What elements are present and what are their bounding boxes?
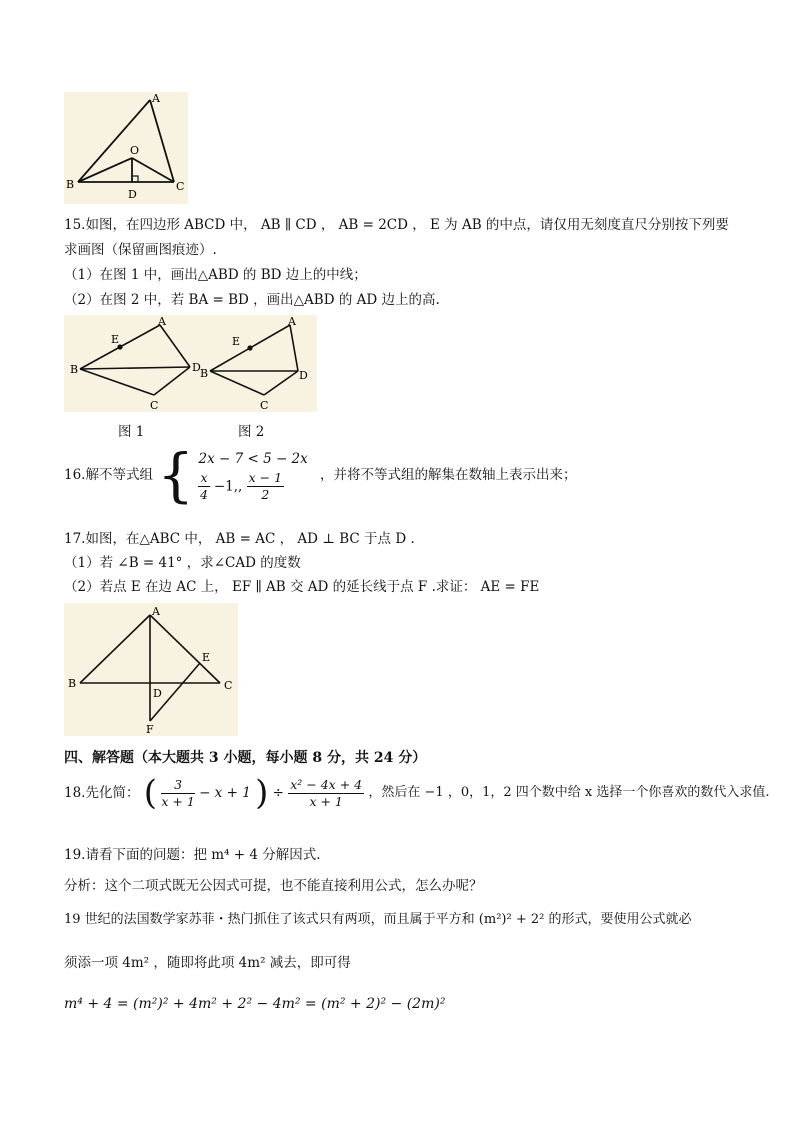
q19-paragraph-line-1: 19 世纪的法国数学家苏菲・热门抓住了该式只有两项，而且属于平方和 (m²)² + 2² 的形式，要使用公式就必: [64, 912, 692, 927]
division-sign: ÷: [272, 785, 284, 801]
svg-text:A: A: [288, 315, 296, 328]
svg-text:B: B: [66, 178, 75, 191]
svg-text:F: F: [146, 723, 154, 736]
q18-prefix: 18.先化简：: [64, 785, 140, 801]
fraction-denominator: x + 1: [309, 793, 343, 809]
svg-text:A: A: [152, 92, 160, 105]
svg-text:B: B: [200, 367, 209, 380]
q15-part-2: （2）在图 2 中，若 BA = BD ，画出△ABD 的 AD 边上的高.: [64, 292, 440, 308]
fraction-numerator: x² − 4x + 4: [290, 776, 363, 792]
fraction-quadratic-over-x-plus-1: [288, 777, 364, 810]
svg-text:D: D: [299, 369, 308, 382]
svg-text:O: O: [130, 144, 140, 157]
figure-triangle-abc-o: [64, 92, 188, 204]
q19-formula: m⁴ + 4 = (m²)² + 4m² + 2² − 4m² = (m² + 2)² − (2m)²: [64, 996, 446, 1012]
svg-text:B: B: [68, 677, 77, 690]
svg-text:A: A: [158, 315, 166, 328]
svg-text:A: A: [152, 605, 160, 618]
figure-q15: [64, 315, 317, 412]
q19-stem: 19.请看下面的问题：把 m⁴ + 4 分解因式.: [64, 847, 321, 863]
q17-part-1: （1）若 ∠B = 41° ，求∠CAD 的度数: [64, 555, 301, 571]
q18-mid-expr: − x + 1: [199, 785, 251, 801]
q15-stem-line-1: 15.如图，在四边形 ABCD 中， AB ∥ CD ， AB = 2CD ， E 为 AB 的中点，请仅用无刻度直尺分别按下列要: [64, 217, 729, 233]
close-paren: ): [255, 773, 269, 813]
svg-text:C: C: [260, 399, 269, 412]
svg-text:D: D: [128, 188, 137, 201]
q15-part-1: （1）在图 1 中，画出△ABD 的 BD 边上的中线；: [64, 267, 367, 283]
fraction-denominator: 2: [261, 486, 270, 502]
fraction-denominator: x + 1: [161, 793, 195, 809]
inequality-system: [198, 448, 307, 503]
svg-text:D: D: [192, 361, 201, 374]
svg-text:C: C: [176, 180, 185, 193]
svg-text:E: E: [232, 335, 241, 348]
caption-figure-1: 图 1: [118, 424, 145, 440]
q16: [64, 441, 577, 516]
q16-prefix: 16.解不等式组: [64, 467, 153, 483]
fraction-x-minus-1-over-2: [247, 470, 284, 503]
q17-stem: 17.如图，在△ABC 中， AB = AC ， AD ⊥ BC 于点 D .: [64, 531, 415, 547]
figure-q17-drawing: [64, 603, 238, 736]
figure-q15-drawing: [64, 315, 317, 412]
fraction-numerator: x: [200, 469, 208, 485]
figure-triangle-abc-o-drawing: [64, 92, 188, 204]
fraction-denominator: 4: [200, 486, 208, 502]
svg-text:B: B: [70, 363, 79, 376]
system-brace: {: [157, 441, 195, 509]
inequality-2-mid: −1,,: [213, 478, 243, 494]
q17-part-2: （2）若点 E 在边 AC 上， EF ∥ AB 交 AD 的延长线于点 F .求证： AE = FE: [64, 579, 540, 595]
q18: [64, 773, 770, 822]
fraction-numerator: 3: [161, 777, 194, 794]
svg-text:C: C: [224, 679, 233, 692]
svg-text:E: E: [111, 333, 120, 346]
fraction-numerator: x − 1: [248, 469, 283, 485]
svg-text:E: E: [202, 651, 211, 664]
fraction-3-over-x-plus-1: [161, 777, 194, 810]
q18-suffix: ，然后在 −1 ，0，1，2 四个数中给 x 选择一个你喜欢的数代入求值.: [368, 785, 770, 800]
q19-analysis: 分析：这个二项式既无公因式可提，也不能直接利用公式，怎么办呢？: [64, 878, 483, 894]
fraction-x-over-4: [198, 470, 209, 503]
section-4-heading: 四、解答题（本大题共 3 小题，每小题 8 分，共 24 分）: [64, 750, 427, 766]
caption-figure-2: 图 2: [238, 424, 265, 440]
svg-text:D: D: [153, 687, 162, 700]
figure-q17: [64, 603, 238, 736]
inequality-1: 2x − 7 < 5 − 2x: [198, 450, 308, 467]
svg-text:C: C: [150, 399, 159, 412]
q16-suffix: ，并将不等式组的解集在数轴上表示出来；: [320, 467, 577, 483]
open-paren: (: [143, 773, 158, 813]
inequality-2: [198, 470, 307, 503]
q15-stem-line-2: 求画图（保留画图痕迹）.: [64, 242, 217, 258]
q19-paragraph-line-2: 须添一项 4m² ，随即将此项 4m² 减去，即可得: [64, 955, 351, 971]
